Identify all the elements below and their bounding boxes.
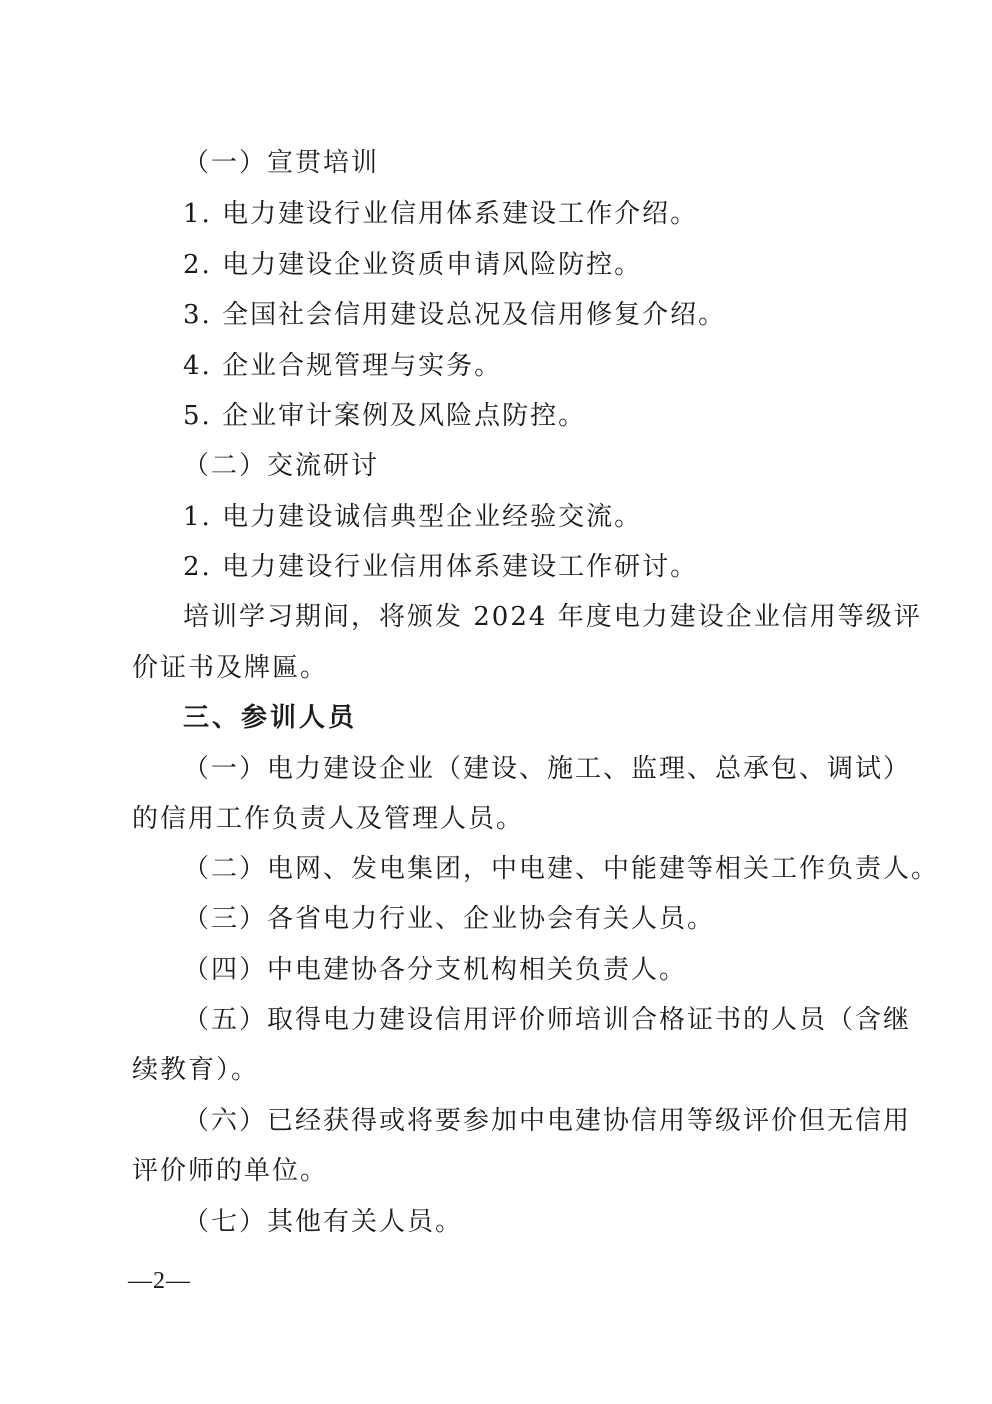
paragraph-line: 评价师的单位。 xyxy=(132,1156,329,1186)
list-item: 1. 电力建设行业信用体系建设工作介绍。 xyxy=(183,199,699,229)
section-heading-participants: 三、参训人员 xyxy=(183,703,358,733)
paragraph-line: （七）其他有关人员。 xyxy=(183,1207,464,1237)
list-item: 4. 企业合规管理与实务。 xyxy=(183,351,503,381)
list-item: 2. 电力建设企业资质申请风险防控。 xyxy=(183,250,643,280)
paragraph-line: （二）电网、发电集团，中电建、中能建等相关工作负责人。 xyxy=(183,854,940,884)
paragraph-line: 价证书及牌匾。 xyxy=(132,653,329,683)
paragraph-line: 培训学习期间，将颁发 2024 年度电力建设企业信用等级评 xyxy=(183,602,922,632)
paragraph-line: （三）各省电力行业、企业协会有关人员。 xyxy=(183,904,716,934)
paragraph-line: （五）取得电力建设信用评价师培训合格证书的人员（含继 xyxy=(183,1005,912,1035)
section-heading-discussion: （二）交流研讨 xyxy=(183,451,380,481)
paragraph-line: （四）中电建协各分支机构相关负责人。 xyxy=(183,955,688,985)
list-item: 2. 电力建设行业信用体系建设工作研讨。 xyxy=(183,552,699,582)
page-number: —2— xyxy=(128,1268,191,1294)
list-item: 3. 全国社会信用建设总况及信用修复介绍。 xyxy=(183,300,727,330)
list-item: 5. 企业审计案例及风险点防控。 xyxy=(183,401,587,431)
paragraph-line: （一）电力建设企业（建设、施工、监理、总承包、调试） xyxy=(183,754,912,784)
section-heading-training: （一）宣贯培训 xyxy=(183,148,380,178)
paragraph-line: 的信用工作负责人及管理人员。 xyxy=(132,804,525,834)
list-item: 1. 电力建设诚信典型企业经验交流。 xyxy=(183,502,643,532)
paragraph-line: 续教育）。 xyxy=(132,1055,260,1085)
paragraph-line: （六）已经获得或将要参加中电建协信用等级评价但无信用 xyxy=(183,1106,912,1136)
